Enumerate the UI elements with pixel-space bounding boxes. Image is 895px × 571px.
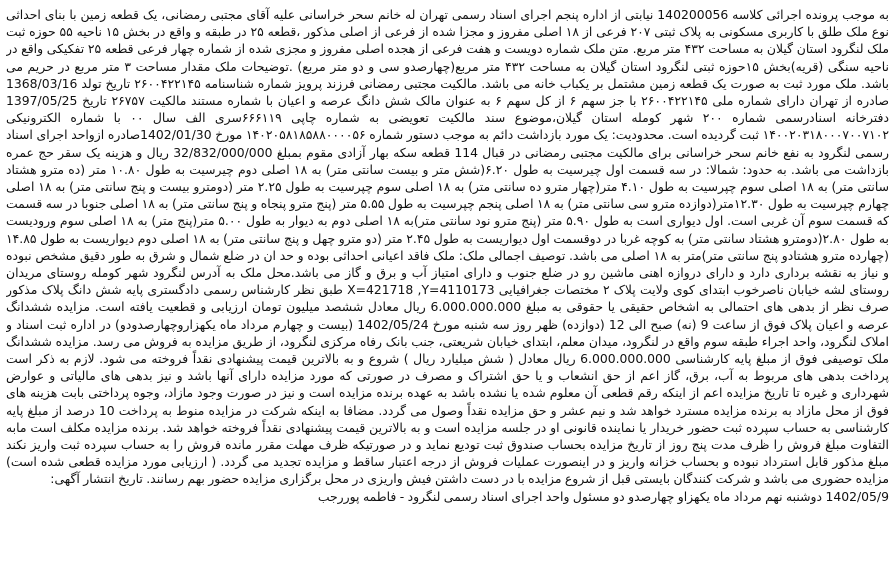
auction-notice-document: [6, 6, 889, 565]
notice-body-paragraph: به موجب پرونده اجرائی کلاسه 140200056 نیابتی از اداره پنجم اجرای اسناد رسمی تهران له خانم سحر خراسانی علیه آقای مجتبی رمضانی، یک قطعه زمین با بنای احداثی نوع ملک طلق با کاربری مسکونی به پلاک ثبتی ۲۰۷ فرعی از ۱۸ اصلی مفروز و مجزا شده از فرعی از اصلی مذکور ،قطعه ۲۵ در طبقه و واقع در بخش ۱۵ ناحیه ۵۵ حوزه ثبت ملک لنگرود استان گیلان به مساحت ۴۳۲ متر مربع. متن ملک شماره دویست و هفت فرعی از هجده اصلی مفروز و مجزی شده از شماره چهار فرعی قطعه ۲۵ تفکیکی واقع در ناحیه سنگی (قریه)بخش ۱۵حوزه ثبتی لنگرود استان گیلان به مساحت ۴۳۲ متر مربع(چهارصدو سی و دو متر مربع) .توضیحات ملک مقدار مساحت ۳ متر مربع در حریم می باشد. ملک مورد ثبت به صورت یک قطعه زمین مشتمل بر یکباب خانه می باشد. مالکیت مجتبی رمضانی فرزند پرویز شماره شناسنامه ۲۶۰۰۴۲۲۱۴۵ تاریخ تولد 1368/03/16 صادره از تهران دارای شماره ملی ۲۶۰۰۴۲۲۱۴۵ با جز سهم ۶ از کل سهم ۶ به عنوان مالک شش دانگ عرصه و اعیان با شماره مستند مالکیت ۲۶۷۵۷ تاریخ 1397/05/25 دفترخانه اسنادرسمی شماره ۲۰۰ شهر کومله استان گیلان،موضوع سند مالکیت تعویضی به شماره چاپی ۶۶۶۱۱۹سری الف سال ۰۰ با شماره الکترونیکی ۱۴۰۰۲۰۳۱۸۰۰۰۷۰۰۷۱۰۲ ثبت گردیده است. محدودیت: یک مورد بازداشت دائم به موجب دستور شماره ۱۴۰۲۰۵۸۱۸۵۸۸۰۰۰۰۵۶ مورخ 1402/01/30صادره ازواحد اجرای اسناد رسمی لنگرود به نفع خانم سحر خراسانی برای مالکیت مجتبی رمضانی در قبال 114 قطعه سکه بهار آزادی مقوم بمبلغ 32/832/000/000 ریال و هزینه یک سقر حج عمره بازداشت می باشد. به حدود: شمالا: در سه قسمت اول چیرسیت به طول ۶.۲۰(شش متر و بیست سانتی متر) به ۱۸ اصلی دوم چیرسیت به طول ۱۰.۸۰ متر (ده مترو هشتاد سانتی متر) به ۱۸ اصلی سوم چپرسیت به طول ۴.۱۰ متر(چهار مترو ده سانتی متر) به ۱۸ اصلی سوم چپرسیت به طول ۲.۲۵ متر (دومترو بیست و پنج سانتی متر) به ۱۸ اصلی چهارم چپرسیت به طول ۱۲.۳۰متر(دوازده مترو سی سانتی متر) به ۱۸ اصلی پنجم چپرسیت به طول ۵.۵۵ متر (پنج مترو پنجاه و پنج سانتی متر) به ۱۸ اصلی جنوبا در سه قسمت که قسمت سوم آن غربی است. اول دیواری است به طول ۵.۹۰ متر (پنج مترو نود سانتی متر)به ۱۸ اصلی دوم به دیوار به طول ۵.۰۰ متر(پنج متر) به ۱۸ اصلی سوم ورودیست به طول ۲.۸۰(دومترو هشتاد سانتی متر) به کوچه غربا در دوقسمت اول دیواریست به طول ۲.۴۵ متر (دو مترو چهل و پنج سانتی متر) به ۱۸ اصلی دوم دیواریست به طول ۱۴.۸۵ (چهارده مترو هشتادو پنج سانتی متر)متر به ۱۸ اصلی می باشد. توصیف اجمالی ملک: ملک فاقد اعیانی احداثی بوده و حد ان در ضلع شمال و شرق به طور دقیق مشخص نبوده و نیاز به نقشه برداری دارد و دارای دروازه اهنی ماشین رو در ضلع جنوب و دارای امتیاز آب و برق و گاز می باشد.محل ملک به آدرس لنگرود شهر کومله روستای مریدان روستای لشه خیابان ناصرخوب ابتدای کوی ولایت پلاک ۲ مختصات جغرافیایی X=421718 ,Y=4110173 طبق نظر کارشناس رسمی دادگستری پایه شش دانگ پلاک مذکور صرف نظر از بدهی های احتمالی به اشخاص حقیقی یا حقوقی به مبلغ 6.000.000.000 ریال معادل ششصد میلیون تومان ارزیابی و قطعیت یافته است. مزایده ششدانگ عرصه و اعیان پلاک فوق از ساعت 9 (نه) صبح الی 12 (دوازده) ظهر روز سه شنبه مورخ 1402/05/24 (بیست و چهارم مرداد ماه یکهزاروچهارصدودو) در اداره ثبت اسناد و املاک لنگرود، واحد اجراء طبقه سوم واقع در لنگرود، میدان معلم، ابتدای خیابان شریعتی، جنب بانک رفاه مرکزی لنگرود، از طریق مزایده به فروش می رسد. مزایده ششدانگ ملک توصیفی فوق از مبلغ پایه کارشناسی 6.000.000.000 ریال معادل ( شش میلیارد ریال ) شروع و به بالاترین قیمت پیشنهادی نقداً فروخته می شود. لازم به ذکر است پرداخت بدهی های مربوط به آب، برق، گاز اعم از حق انشعاب و یا حق اشتراک و مصرف در صورتی که مورد مزایده دارای آنها باشد و نیز بدهی های مالیاتی و عوارض شهرداری و غیره تا تاریخ مزایده اعم از اینکه رقم قطعی آن معلوم شده یا نشده باشد به عهده برنده مزایده است و نیز در صورت وجود مازاد، وجوه پرداختی بابت هزینه های فوق از محل مازاد به برنده مزایده مسترد خواهد شد و نیم عشر و حق مزایده نقداً وصول می گردد. مضافا به اینکه شرکت در مزایده منوط به پرداخت 10 درصد از مبلغ پایه کارشناسی به حساب سپرده ثبت حضور خریدار یا نماینده قانونی او در جلسه مزایده است و به بالاترین قیمت پیشنهادی نقداً فروخته خواهد شد. برنده مزایده مکلف است مابه التفاوت مبلغ فروش را ظرف مدت پنج روز از تاریخ مزایده بحساب صندوق ثبت تودیع نماید و در صورتیکه ظرف مهلت مقرر مانده فروش را به حساب سپرده ثبت واریز نکند مبلغ مذکور قابل استرداد نبوده و بحساب خزانه واریز و در اینصورت عملیات فروش از درجه اعتبار ساقط و مزایده تجدید می گردد. ( ارزیابی مورد مزایده قطعی شده است) مزایده حضوری می باشد و شرکت کنندگان بایستی قبل از شروع مزایده با در دست داشتن فیش واریزی در محل برگزاری مزایده حضور بهم رسانند. تاریخ انتشار آگهی:: [6, 7, 889, 487]
notice-footer-signature: 1402/05/9 دوشنبه نهم مرداد ماه یکهزاو چهارصدو دو مسئول واحد اجرای اسناد رسمی لنگرود - فاطمه پوررجب: [317, 488, 889, 504]
